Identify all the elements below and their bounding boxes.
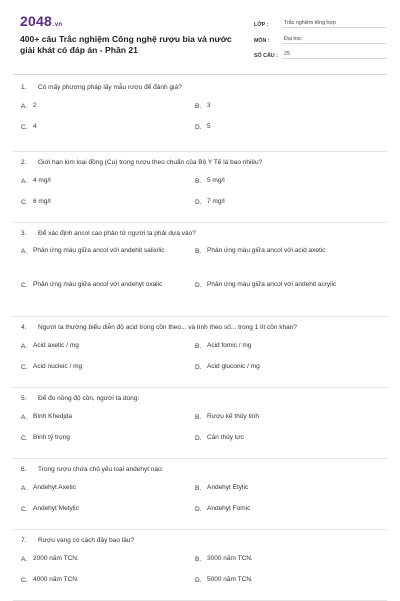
option-text: 7 mg/l xyxy=(207,198,225,205)
option-letter: C. xyxy=(21,505,28,513)
option-text: Phản ứng màu giữa ancol với acid axetic xyxy=(207,247,326,254)
option-text: 4000 năm TCN. xyxy=(33,576,79,583)
question-text xyxy=(21,230,196,237)
question-number: 6. xyxy=(21,466,27,473)
option-text: Cân thủy lực xyxy=(207,434,244,441)
meta-row xyxy=(254,45,386,59)
option-letter: C. xyxy=(21,363,28,371)
option-text: Phản ứng màu giữa ancol với andehit acrylic xyxy=(207,281,337,288)
question-label: Giới hạn kim loại đồng (Cu) trong rượu theo chuẩn của Bộ Y Tế là bao nhiêu? xyxy=(38,159,263,166)
question-number: 4. xyxy=(21,324,27,331)
question-text xyxy=(21,466,163,473)
question-label: Để đo nồng độ cồn, người ta dùng: xyxy=(38,395,140,402)
answer-option[interactable] xyxy=(195,483,345,493)
answer-option[interactable] xyxy=(21,554,171,564)
question-number: 3. xyxy=(21,230,27,237)
site-logo[interactable] xyxy=(20,13,62,29)
document-title: 400+ câu Trắc nghiệm Công nghệ rượu bia và nước giải khát có đáp án - Phần 21 xyxy=(20,34,232,55)
option-text: Andehyt Metylic xyxy=(33,505,79,512)
meta-label: LỚP : xyxy=(254,22,269,28)
logo-text: 2048 xyxy=(20,13,52,29)
option-letter: D. xyxy=(195,123,202,131)
answer-option[interactable] xyxy=(195,176,345,186)
option-text: 6 mg/l xyxy=(33,198,51,205)
meta-value: Trắc nghiệm tổng hợp xyxy=(282,20,386,28)
option-text: 2 xyxy=(33,102,37,109)
option-letter: A. xyxy=(21,102,28,110)
question-item xyxy=(13,152,387,223)
meta-value: Đại học xyxy=(282,36,386,44)
option-text: Phản ứng màu giữa ancol với andehyt oxalic xyxy=(33,281,163,288)
answer-option[interactable] xyxy=(21,412,171,422)
option-text: Bình Khedjda xyxy=(33,413,73,420)
option-text: 4 xyxy=(33,123,37,130)
answer-option[interactable] xyxy=(195,122,345,132)
question-text xyxy=(21,159,262,166)
option-letter: A. xyxy=(21,555,28,563)
option-letter: C. xyxy=(21,434,28,442)
option-text: 3000 năm TCN. xyxy=(207,555,253,562)
answer-option[interactable] xyxy=(21,197,171,207)
answer-option[interactable] xyxy=(21,504,171,514)
question-text xyxy=(21,84,182,91)
answer-option[interactable] xyxy=(195,362,345,372)
question-text xyxy=(21,395,139,402)
answer-option[interactable] xyxy=(21,575,171,585)
option-letter: C. xyxy=(21,281,28,289)
answer-option[interactable] xyxy=(21,101,171,111)
answer-option[interactable] xyxy=(195,575,345,585)
logo-suffix: .vn xyxy=(52,22,63,28)
option-letter: D. xyxy=(195,198,202,206)
option-text: 3 xyxy=(207,102,211,109)
option-text: Andehyt Fomic xyxy=(207,505,251,512)
option-letter: D. xyxy=(195,281,202,289)
option-letter: A. xyxy=(21,413,28,421)
option-text: Acid gluconic / mg xyxy=(207,363,260,370)
answer-option[interactable] xyxy=(21,362,171,372)
question-text xyxy=(21,537,134,544)
option-letter: B. xyxy=(195,342,202,350)
answer-option[interactable] xyxy=(195,412,345,422)
option-text: Andehyt Etylic xyxy=(207,484,249,491)
option-letter: B. xyxy=(195,413,202,421)
meta-label: MÔN : xyxy=(254,37,270,44)
answer-option[interactable] xyxy=(21,433,171,443)
option-text: 4 mg/l xyxy=(33,177,51,184)
option-letter: A. xyxy=(21,484,28,492)
option-text: 5 mg/l xyxy=(207,177,225,184)
question-item xyxy=(13,459,387,530)
answer-option[interactable] xyxy=(195,197,345,207)
option-letter: C. xyxy=(21,576,28,584)
question-item xyxy=(13,317,387,388)
question-item xyxy=(13,388,387,459)
option-text: Phản ứng màu giữa ancol với andehit salixilic xyxy=(33,247,165,254)
option-text: Acid nucleic / mg xyxy=(33,363,83,370)
answer-option[interactable] xyxy=(195,341,345,351)
question-item xyxy=(13,223,387,317)
answer-option[interactable] xyxy=(21,176,171,186)
answer-option[interactable] xyxy=(195,554,345,564)
question-text xyxy=(21,324,297,331)
answer-option[interactable] xyxy=(195,101,345,111)
meta-row xyxy=(254,30,386,44)
option-letter: B. xyxy=(195,484,202,492)
answer-option[interactable] xyxy=(21,280,171,290)
question-label: Trong rượu chứa chủ yếu loại andehyt nào: xyxy=(38,466,164,473)
meta-row xyxy=(254,14,386,28)
question-label: Để xác định ancol cao phân tử người ta phải dựa vào? xyxy=(38,230,196,237)
question-label: Có mấy phương pháp lấy mẫu rượu để đánh giá? xyxy=(38,84,182,91)
question-number: 5. xyxy=(21,395,27,402)
option-text: Andehyt Axetic xyxy=(33,484,76,491)
question-list xyxy=(0,77,400,601)
option-letter: B. xyxy=(195,555,202,563)
question-number: 2. xyxy=(21,159,27,166)
meta-value: 25 xyxy=(282,51,386,59)
answer-option[interactable] xyxy=(195,504,345,514)
answer-option[interactable] xyxy=(21,246,171,256)
option-letter: D. xyxy=(195,505,202,513)
option-text: Rượu kế thủy tinh xyxy=(207,413,259,420)
question-item xyxy=(13,77,387,152)
option-letter: A. xyxy=(21,177,28,185)
option-letter: D. xyxy=(195,363,202,371)
option-text: Bình tỷ trọng xyxy=(33,434,70,441)
option-letter: A. xyxy=(21,342,28,350)
answer-option[interactable] xyxy=(195,433,345,443)
question-label: Người ta thường biểu diễn độ acid trong cồn theo... và tính theo số... trong 1 lít cồn khan? xyxy=(38,324,297,331)
answer-option[interactable] xyxy=(21,483,171,493)
option-text: Acid fomic / mg xyxy=(207,342,252,349)
option-letter: A. xyxy=(21,247,28,255)
answer-option[interactable] xyxy=(21,122,171,132)
question-number: 1. xyxy=(21,84,27,91)
option-letter: C. xyxy=(21,123,28,131)
question-item xyxy=(13,530,387,601)
header xyxy=(0,0,400,74)
option-letter: D. xyxy=(195,434,202,442)
answer-option[interactable] xyxy=(21,341,171,351)
answer-option[interactable] xyxy=(195,246,345,256)
header-divider xyxy=(13,74,387,75)
option-text: 5000 năm TCN. xyxy=(207,576,253,583)
question-label: Rượu vang có cách đây bao lâu? xyxy=(38,537,135,544)
option-letter: B. xyxy=(195,177,202,185)
option-letter: D. xyxy=(195,576,202,584)
option-letter: B. xyxy=(195,102,202,110)
question-number: 7. xyxy=(21,537,27,544)
option-text: Acid axetic / mg xyxy=(33,342,79,349)
option-text: 2000 năm TCN. xyxy=(33,555,79,562)
document-meta xyxy=(254,14,386,61)
meta-label: SỐ CÂU : xyxy=(254,53,278,59)
option-letter: C. xyxy=(21,198,28,206)
option-text: 5 xyxy=(207,123,211,130)
option-letter: B. xyxy=(195,247,202,255)
answer-option[interactable] xyxy=(195,280,345,290)
